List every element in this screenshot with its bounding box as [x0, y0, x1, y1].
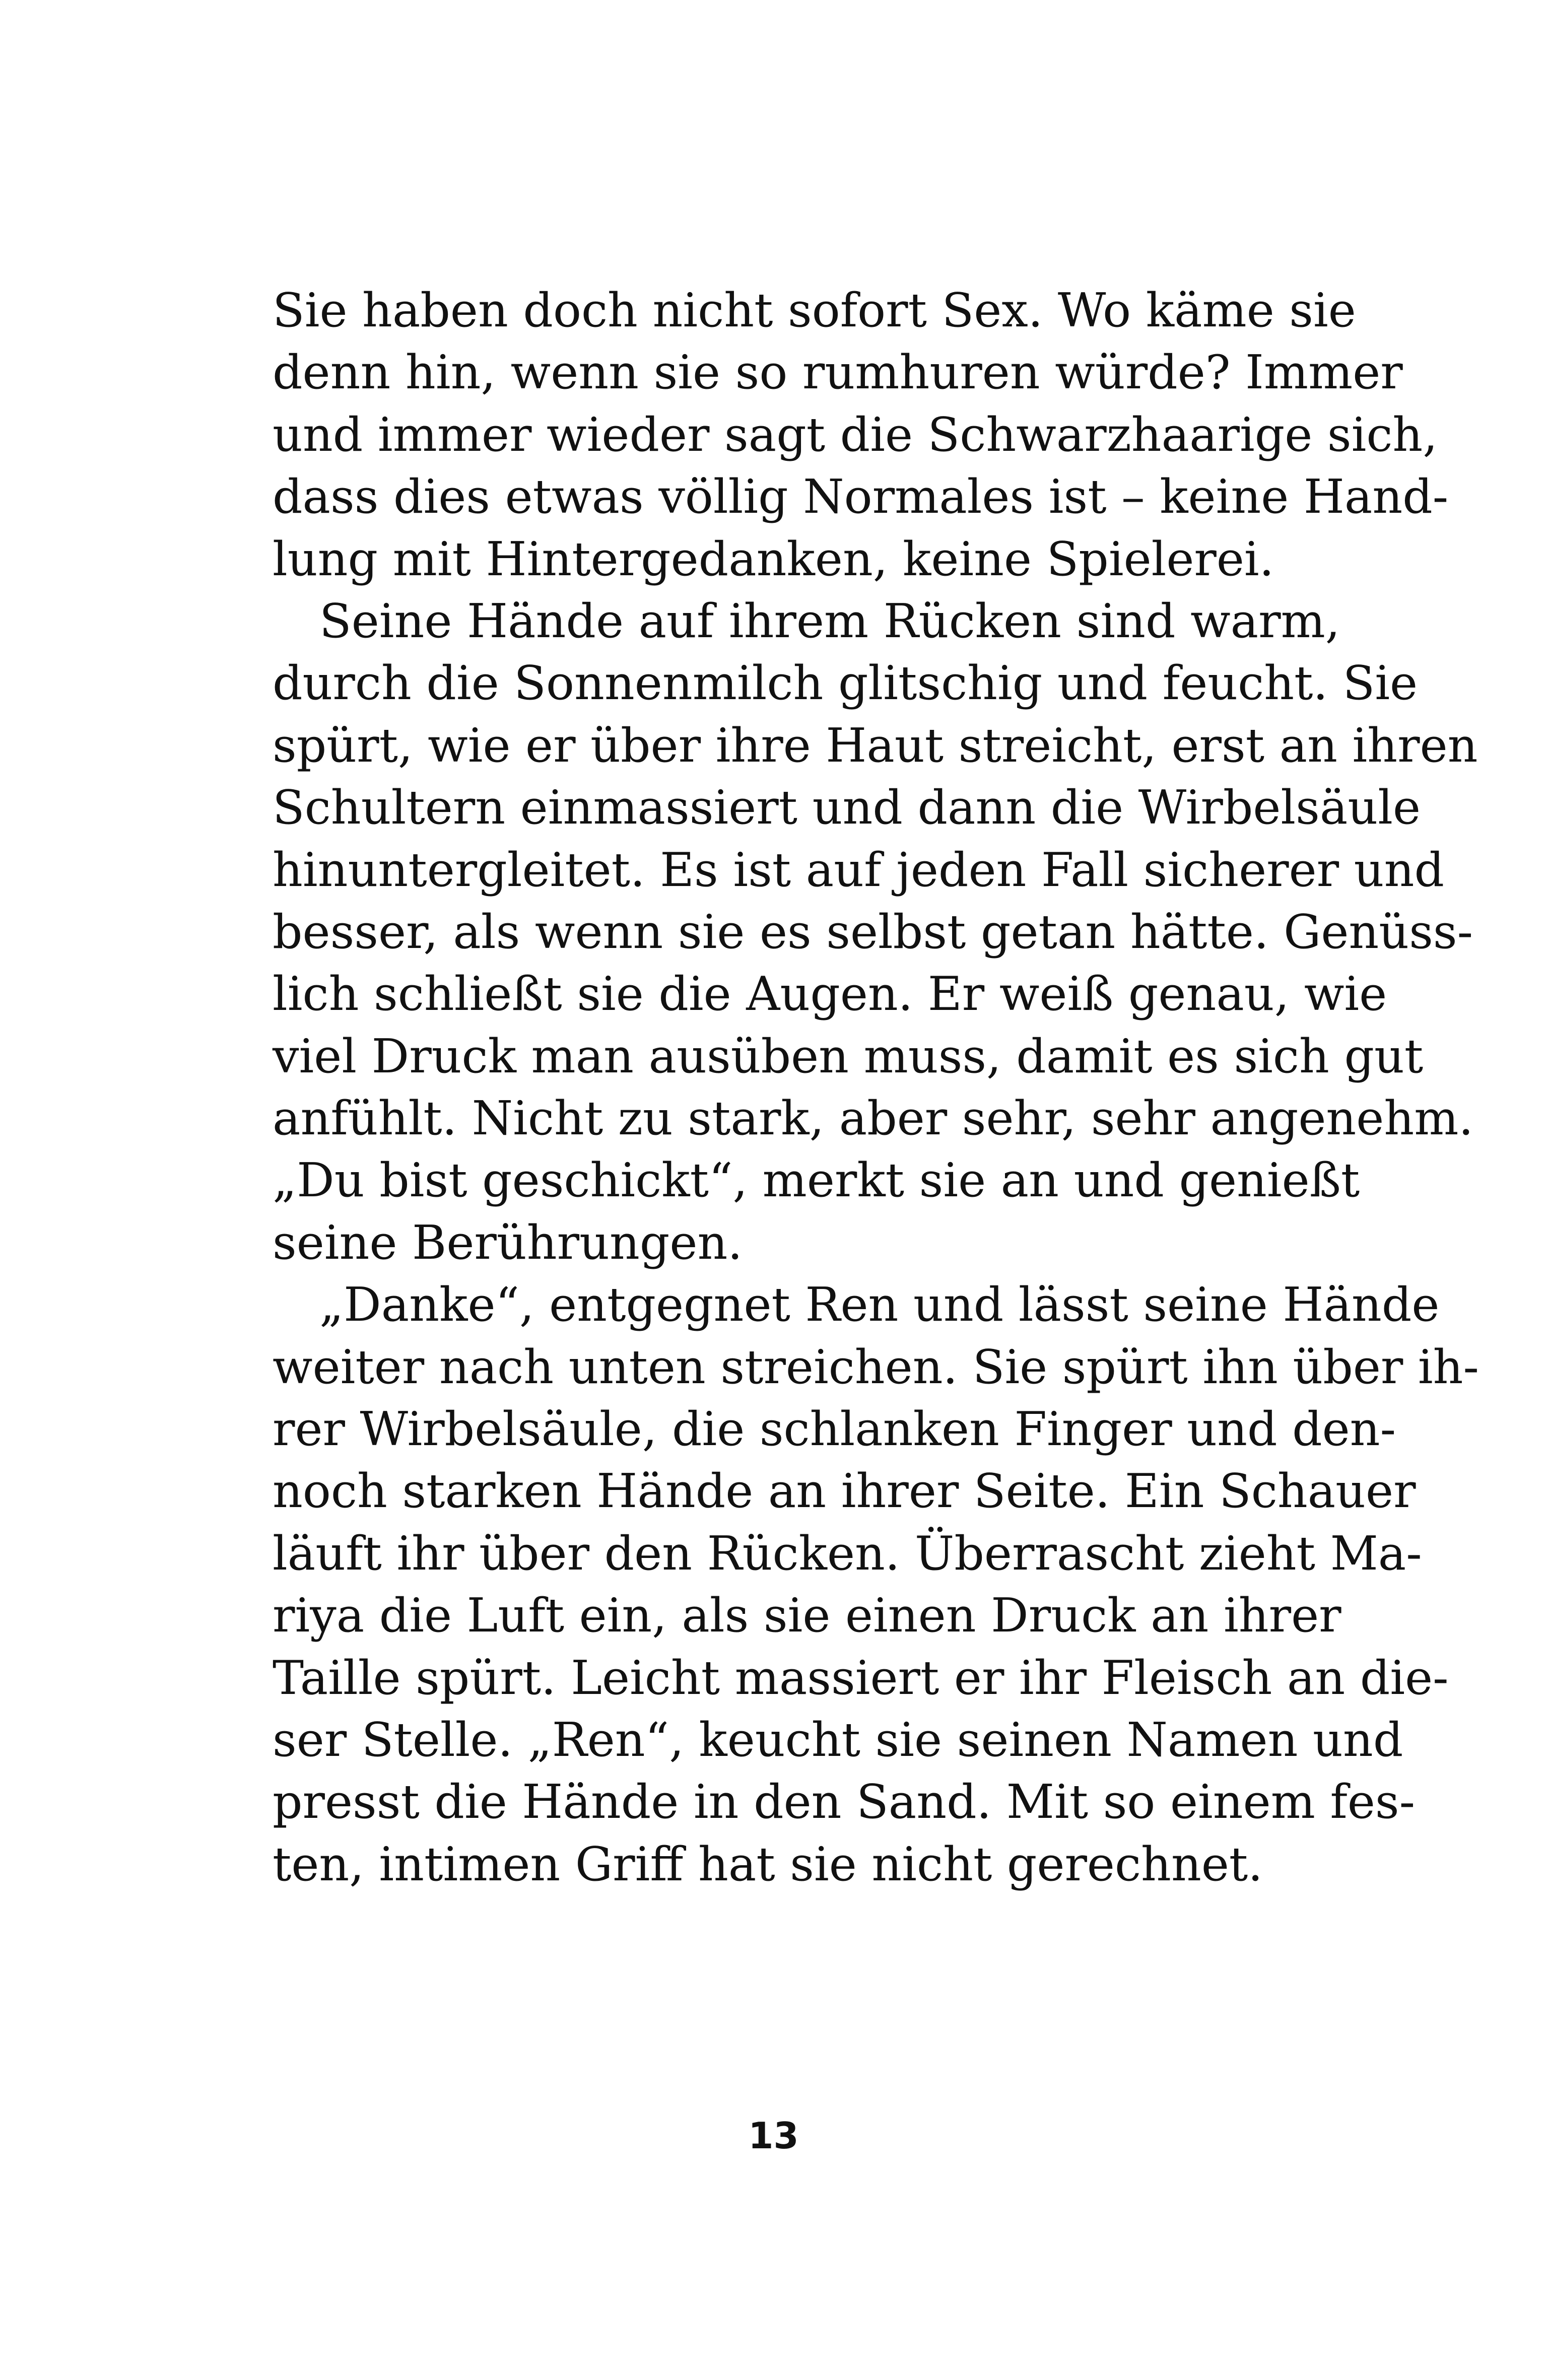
- text-line: seine Berührungen.: [273, 1215, 743, 1270]
- paragraph-2: [273, 590, 1478, 1274]
- text-line: presst die Hände in den Sand. Mit so einem fes-: [273, 1775, 1416, 1829]
- text-line: „Du bist geschickt“, merkt sie an und genießt: [273, 1153, 1360, 1208]
- page-number: 13: [748, 2115, 799, 2157]
- text-line: Sie haben doch nicht sofort Sex. Wo käme sie: [273, 283, 1356, 337]
- text-line: ser Stelle. „Ren“, keucht sie seinen Namen und: [273, 1712, 1403, 1767]
- text-line: lung mit Hintergedanken, keine Spielerei.: [273, 531, 1274, 586]
- text-line: lich schließt sie die Augen. Er weiß genau, wie: [273, 967, 1387, 1022]
- paragraph-3: [273, 1274, 1479, 1895]
- text-line: riya die Luft ein, als sie einen Druck an ihrer: [273, 1588, 1341, 1643]
- text-line: Taille spürt. Leicht massiert er ihr Fleisch an die-: [273, 1650, 1449, 1705]
- text-line: Schultern einmassiert und dann die Wirbelsäule: [273, 780, 1421, 835]
- text-line: „Danke“, entgegnet Ren und lässt seine Hände: [319, 1277, 1440, 1332]
- text-line: spürt, wie er über ihre Haut streicht, erst an ihren: [273, 718, 1478, 773]
- paragraph-1: [273, 280, 1449, 590]
- text-line: ten, intimen Griff hat sie nicht gerechnet.: [273, 1837, 1263, 1891]
- text-line: Seine Hände auf ihrem Rücken sind warm,: [319, 593, 1340, 648]
- body-text: [273, 280, 1479, 1895]
- text-line: läuft ihr über den Rücken. Überrascht zieht Ma-: [273, 1526, 1422, 1581]
- text-line: rer Wirbelsäule, die schlanken Finger und den-: [273, 1402, 1396, 1457]
- text-line: noch starken Hände an ihrer Seite. Ein Schauer: [273, 1464, 1416, 1519]
- text-line: besser, als wenn sie es selbst getan hätte. Genüss-: [273, 904, 1473, 959]
- text-line: dass dies etwas völlig Normales ist – keine Hand-: [273, 469, 1449, 524]
- text-line: durch die Sonnenmilch glitschig und feucht. Sie: [273, 656, 1418, 711]
- text-line: und immer wieder sagt die Schwarzhaarige sich,: [273, 407, 1438, 462]
- text-line: hinuntergleitet. Es ist auf jeden Fall sicherer und: [273, 842, 1444, 897]
- text-line: weiter nach unten streichen. Sie spürt ihn über ih-: [273, 1339, 1479, 1394]
- text-line: denn hin, wenn sie so rumhuren würde? Immer: [273, 345, 1403, 400]
- text-line: viel Druck man ausüben muss, damit es sich gut: [273, 1029, 1424, 1083]
- text-line: anfühlt. Nicht zu stark, aber sehr, sehr angenehm.: [273, 1091, 1473, 1146]
